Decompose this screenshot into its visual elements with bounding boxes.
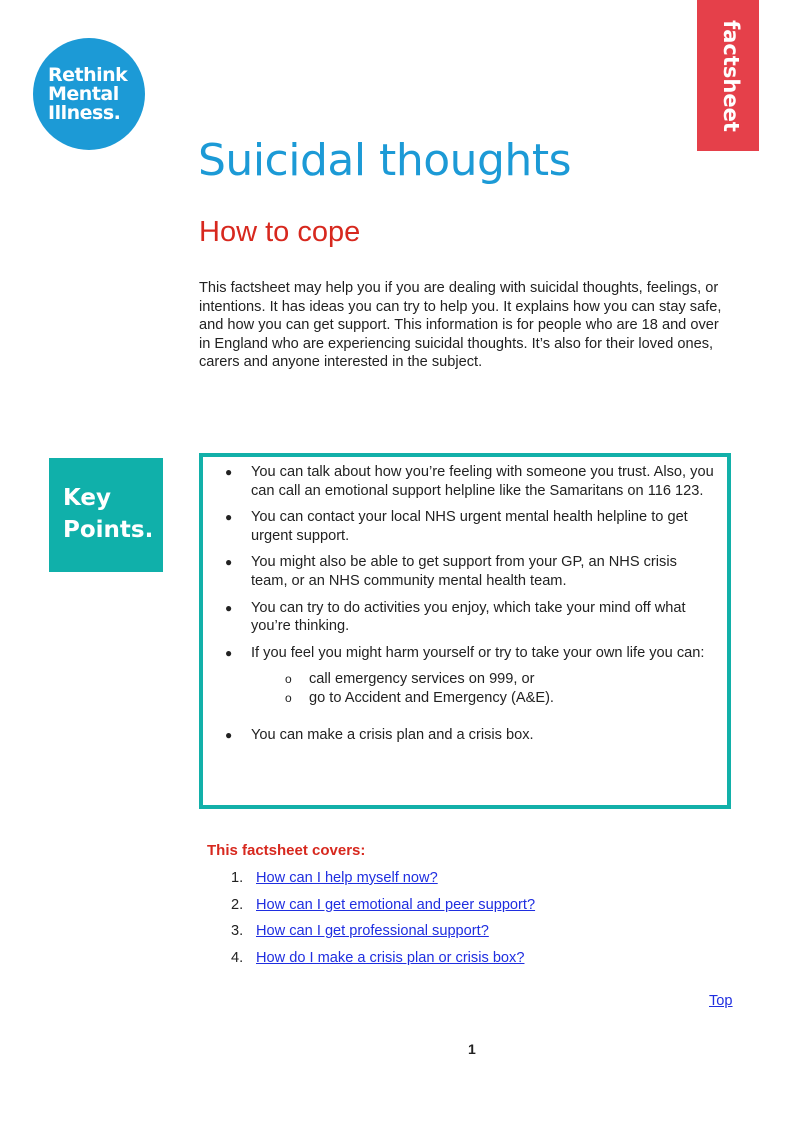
- toc-number: 1.: [231, 870, 244, 886]
- intro-paragraph: This factsheet may help you if you are dealing with suicidal thoughts, feelings, or intentions. It has ideas you can try to help you. It explains how you can stay safe, and how you can get support. This information is for people who are 18 and over in England who are experiencing suicidal thoughts. It’s also for their loved ones, carers and anyone interested in the subject.: [199, 280, 722, 371]
- key-point-text: You might also be able to get support from your GP, an NHS crisis team, or an NHS community mental health team.: [251, 554, 677, 589]
- toc-item: [231, 949, 535, 976]
- key-point-subitem-text: go to Accident and Emergency (A&E).: [309, 689, 554, 706]
- table-of-contents: [231, 869, 535, 975]
- key-point-text: You can try to do activities you enjoy, which take your mind off what you’re thinking.: [251, 599, 686, 635]
- toc-number: 2.: [231, 896, 244, 913]
- toc-item: [231, 896, 535, 923]
- key-point-subitem-text: call emergency services on 999, or: [309, 671, 535, 688]
- circle-bullet-icon: o: [285, 672, 292, 687]
- key-points-label-line: Key: [63, 485, 112, 511]
- bullet-icon: ●: [225, 600, 233, 615]
- toc-item: [231, 869, 535, 896]
- key-point-item: [203, 508, 717, 545]
- key-point-text: You can make a crisis plan and a crisis box.: [251, 726, 534, 743]
- key-point-subitem: [251, 689, 717, 708]
- top-link[interactable]: Top: [709, 993, 733, 1009]
- page-title: Suicidal thoughts: [198, 135, 571, 186]
- factsheet-tab-label: factsheet: [719, 20, 743, 132]
- bullet-icon: ●: [225, 510, 233, 525]
- page-number: 1: [468, 1041, 476, 1057]
- key-point-text: You can contact your local NHS urgent mental health helpline to get urgent support.: [251, 509, 688, 544]
- page-subtitle: How to cope: [199, 216, 361, 248]
- key-point-item: [203, 463, 717, 500]
- key-point-text: If you feel you might harm yourself or try to take your own life you can:: [251, 644, 705, 661]
- toc-link-crisis-plan[interactable]: How do I make a crisis plan or crisis box?: [256, 949, 525, 966]
- toc-number: 3.: [231, 923, 244, 939]
- covers-heading: This factsheet covers:: [207, 842, 366, 859]
- bullet-icon: ●: [225, 727, 233, 742]
- key-points-list: [203, 457, 727, 744]
- key-point-item: [203, 726, 717, 745]
- key-point-item: [203, 553, 717, 590]
- toc-link-emotional-support[interactable]: How can I get emotional and peer support?: [256, 896, 536, 913]
- bullet-icon: ●: [225, 645, 233, 660]
- key-point-item: [203, 644, 717, 708]
- key-point-subitem: [251, 670, 717, 689]
- key-point-text: You can talk about how you’re feeling with someone you trust. Also, you can call an emotional support helpline like the Samaritans on 116 123.: [251, 464, 714, 499]
- key-points-box: [199, 453, 731, 809]
- toc-number: 4.: [231, 949, 244, 966]
- bullet-icon: ●: [225, 465, 233, 479]
- key-points-badge: [49, 458, 163, 572]
- circle-bullet-icon: o: [285, 690, 292, 705]
- rethink-logo: [33, 38, 145, 150]
- key-point-item: [203, 599, 717, 636]
- key-point-sublist: [251, 670, 717, 707]
- logo-line: Illness.: [48, 102, 121, 124]
- logo-line: Mental: [48, 83, 119, 105]
- toc-item: [231, 922, 535, 949]
- toc-link-professional-support[interactable]: How can I get professional support?: [256, 923, 489, 939]
- key-points-label-line: Points.: [63, 517, 154, 543]
- bullet-icon: ●: [225, 555, 233, 570]
- toc-link-help-yourself[interactable]: How can I help myself now?: [256, 870, 438, 886]
- logo-line: Rethink: [48, 64, 128, 86]
